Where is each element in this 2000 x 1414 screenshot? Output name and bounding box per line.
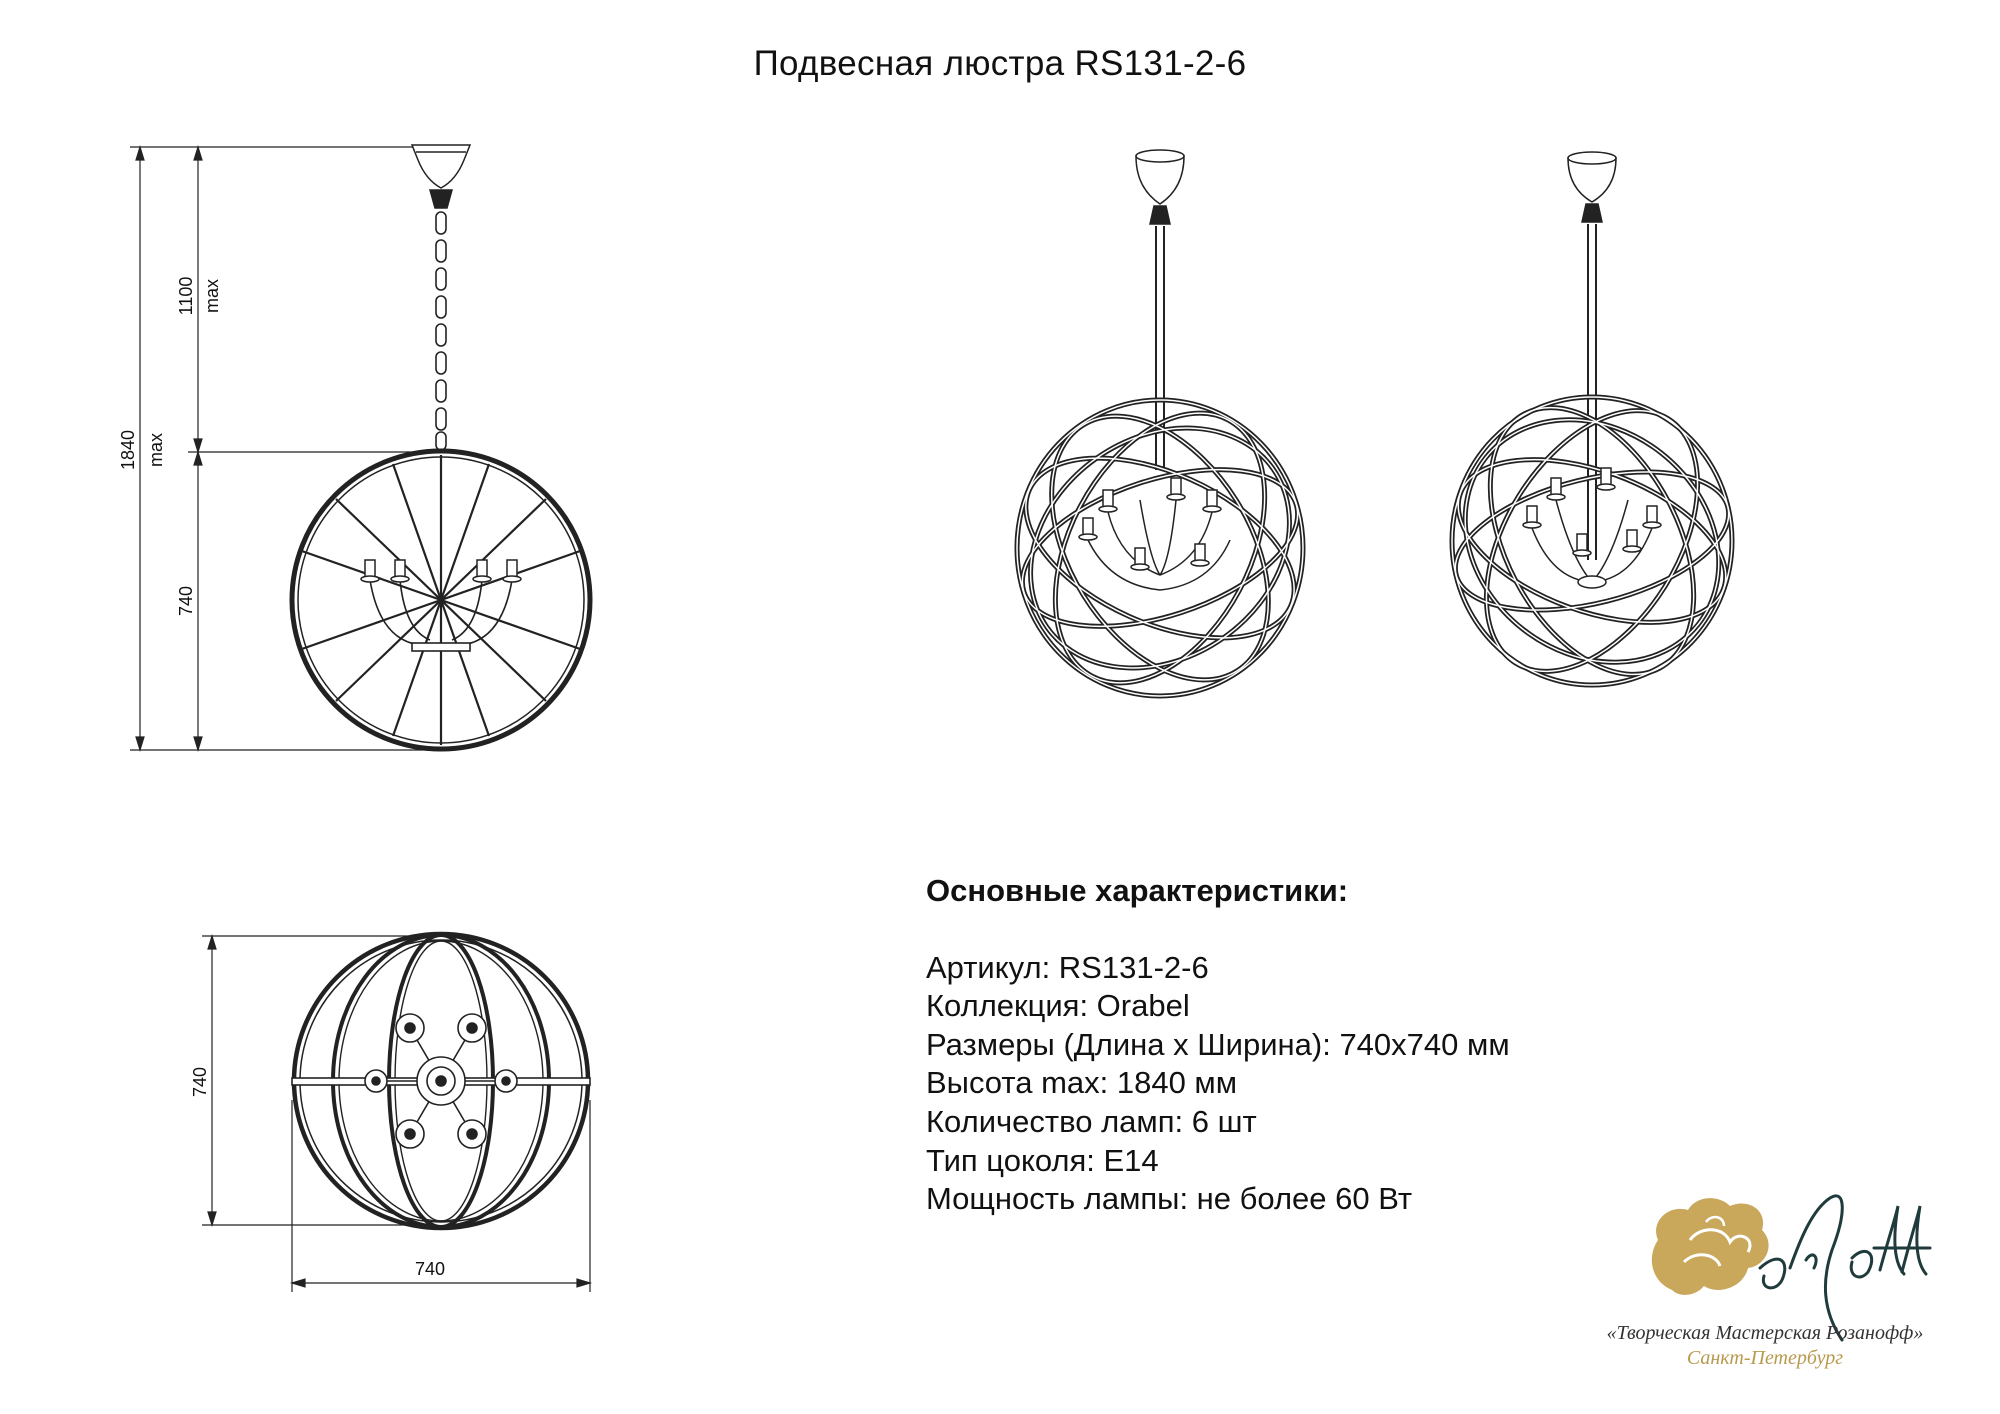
dim-chain-length: 1100 [176, 276, 196, 316]
canopy [412, 145, 470, 208]
spec-row-lamp-count: Количество ламп: 6 шт [926, 1103, 1257, 1139]
logo-signature [1760, 1196, 1930, 1340]
spec-row-dimensions: Размеры (Длина х Ширина): 740х740 мм [926, 1026, 1510, 1062]
page-title: Подвесная люстра RS131-2-6 [753, 44, 1247, 83]
top-view [190, 934, 590, 1292]
spec-row-height: Высота max: 1840 мм [926, 1065, 1238, 1101]
perspective-view-2 [1417, 152, 1768, 712]
front-view [118, 145, 590, 750]
spec-row-socket: Тип цоколя: Е14 [926, 1142, 1159, 1178]
logo-company-name: «Творческая Мастерская Розанофф» [1606, 1322, 1924, 1344]
spec-row-article: Артикул: RS131-2-6 [926, 949, 1209, 985]
spec-row-collection: Коллекция: Orabel [926, 988, 1190, 1024]
specs-heading: Основные характеристики: [926, 873, 1349, 908]
logo-city: Санкт-Петербург [1686, 1347, 1844, 1369]
logo-rose-icon [1652, 1198, 1769, 1295]
dim-chain-length-note: max [202, 278, 222, 314]
perspective-view-1 [984, 150, 1336, 719]
sphere-frame [292, 451, 590, 749]
dim-body-height: 740 [176, 585, 196, 617]
dimension-lines [130, 147, 440, 750]
top-candle-cups [365, 1014, 517, 1148]
spec-row-power: Мощность лампы: не более 60 Вт [926, 1181, 1413, 1217]
dim-top-depth: 740 [190, 1066, 210, 1098]
specifications-block [926, 872, 1510, 1219]
dim-total-height-note: max [146, 432, 166, 468]
dim-total-height: 1840 [118, 429, 138, 471]
chain [436, 212, 446, 450]
dim-top-width: 740 [414, 1259, 446, 1279]
